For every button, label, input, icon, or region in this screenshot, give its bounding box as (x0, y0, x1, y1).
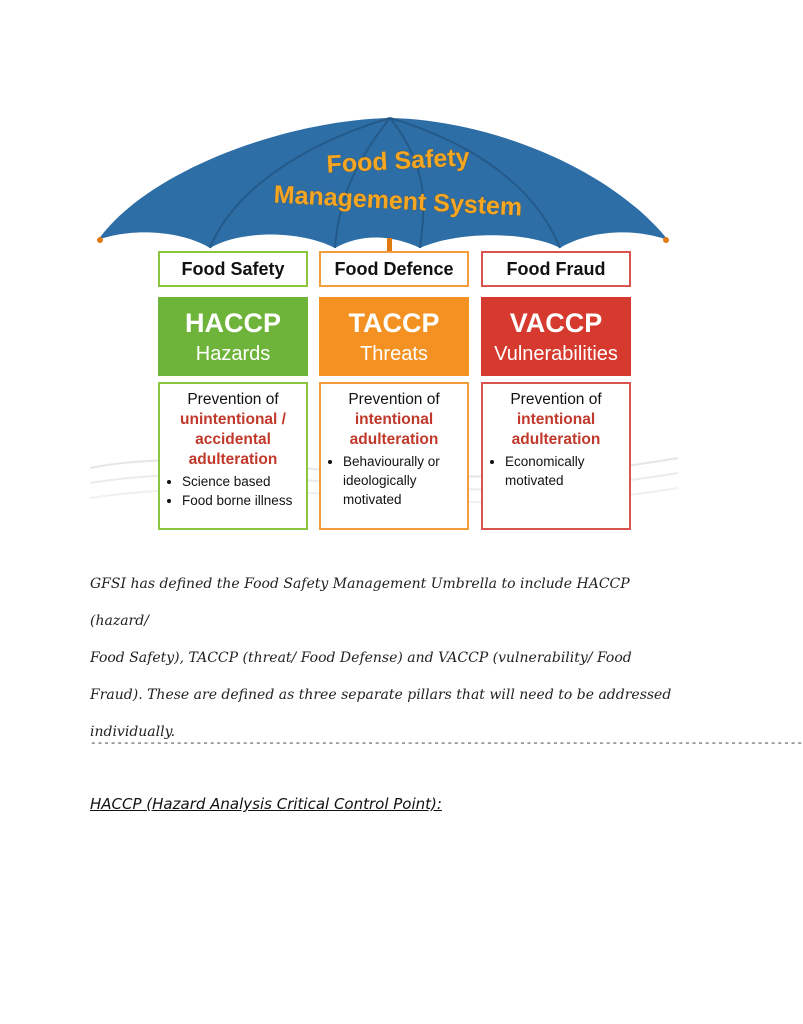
pillar-subtitle: Hazards (195, 343, 271, 365)
umbrella-title-line2: Management System (273, 180, 523, 222)
pillar-abbr: TACCP (348, 308, 440, 338)
pillar-header (158, 297, 308, 376)
dashed-separator: ------------------------------------------------------------------------------------------------------------ (90, 738, 803, 750)
pillar-category: Food Safety (158, 251, 308, 287)
pillar-abbr: VACCP (509, 308, 603, 338)
red-line: adulteration (511, 431, 601, 448)
paragraph-line: Food Safety), TACCP (threat/ Food Defense) and VACCP (vulnerability/ Food (90, 650, 632, 666)
paragraph-line: individually. (90, 724, 176, 740)
red-line: intentional (354, 411, 434, 428)
umbrella-title-line1: Food Safety (325, 143, 471, 179)
bullet-list (160, 472, 306, 510)
red-line: intentional (516, 411, 596, 428)
bullet-list (321, 452, 467, 509)
red-line: adulteration (349, 431, 439, 448)
food-safety-umbrella-figure (90, 108, 678, 533)
red-line: unintentional / (180, 411, 286, 428)
bullet-item: • Food borne illness (182, 491, 306, 510)
pillar-description (158, 382, 308, 530)
pillar-abbr: HACCP (184, 308, 281, 338)
red-line: accidental (195, 431, 271, 448)
pillar-description (319, 382, 469, 530)
red-line: adulteration (188, 451, 278, 468)
paragraph-line: GFSI has defined the Food Safety Management Umbrella to include HACCP (hazard/ (90, 576, 630, 629)
pillar-category: Food Defence (319, 251, 469, 287)
prevention-label: Prevention of (348, 391, 440, 408)
bullet-item: • Science based (182, 472, 306, 491)
pillar-header (319, 297, 469, 376)
paragraph-line: Fraud). These are defined as three separate pillars that will need to be addressed (90, 687, 672, 703)
prevention-label: Prevention of (510, 391, 602, 408)
bullet-item: • Economically motivated (505, 452, 629, 490)
pillar-description (481, 382, 631, 530)
prevention-label: Prevention of (187, 391, 279, 408)
pillar-subtitle: Threats (360, 343, 428, 365)
bullet-item: • Behaviourally or ideologically motivated (343, 452, 467, 509)
intro-paragraph (90, 566, 803, 751)
bullet-list (483, 452, 629, 490)
section-heading: HACCP (Hazard Analysis Critical Control Point): (90, 795, 442, 813)
pillar-category: Food Fraud (481, 251, 631, 287)
pillar-header (481, 297, 631, 376)
pillar-subtitle: Vulnerabilities (494, 343, 618, 365)
